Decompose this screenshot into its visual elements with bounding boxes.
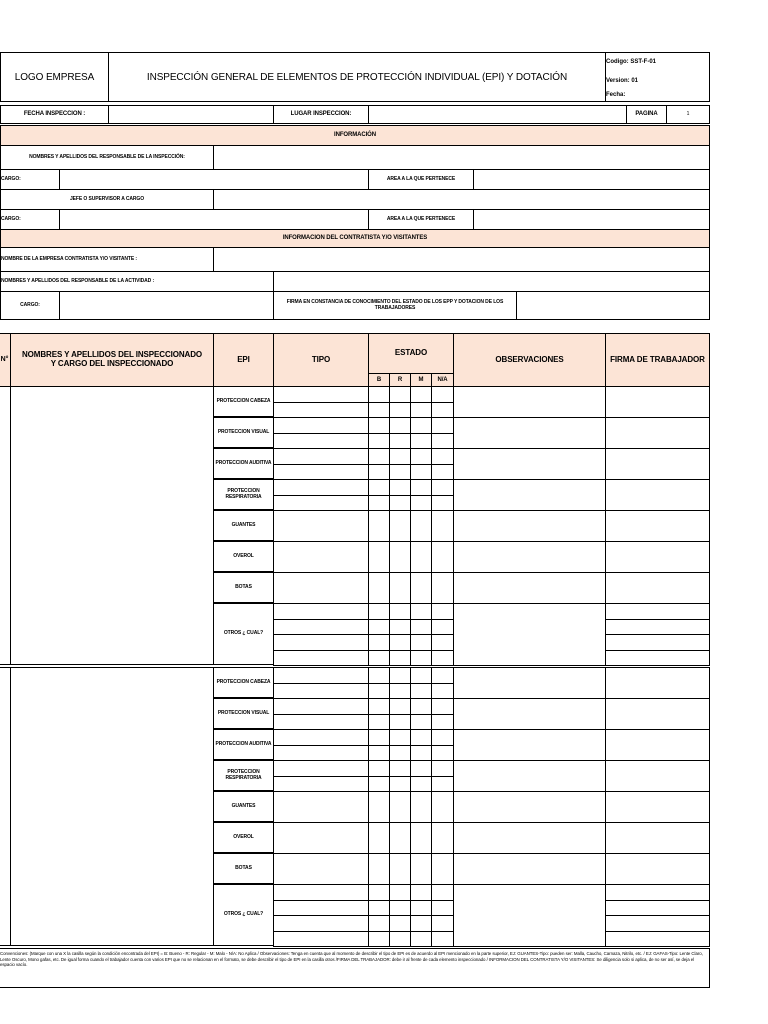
estado-na-header: N/A — [431, 373, 454, 387]
estado-na-checkbox[interactable] — [431, 776, 454, 793]
firma-trabajador-input[interactable] — [605, 619, 710, 636]
estado-b-checkbox[interactable] — [368, 619, 390, 636]
epi-item-cell — [213, 884, 274, 946]
tipo-input[interactable] — [273, 760, 369, 777]
estado-r-checkbox[interactable] — [389, 853, 411, 885]
estado-na-checkbox[interactable] — [431, 853, 454, 885]
jefe-label-cell: JEFE O SUPERVISOR A CARGO — [0, 189, 214, 210]
tipo-input[interactable] — [273, 634, 369, 651]
observaciones-input[interactable] — [453, 698, 606, 730]
tipo-input[interactable] — [273, 650, 369, 667]
estado-na-checkbox[interactable] — [431, 448, 454, 465]
estado-na-checkbox[interactable] — [431, 464, 454, 481]
estado-r-checkbox[interactable] — [389, 386, 411, 403]
tipo-input[interactable] — [273, 433, 369, 450]
estado-m-checkbox[interactable] — [410, 572, 432, 604]
estado-r-checkbox[interactable] — [389, 931, 411, 948]
estado-na-checkbox[interactable] — [431, 479, 454, 496]
estado-r-checkbox[interactable] — [389, 714, 411, 731]
estado-b-header: B — [368, 373, 390, 387]
firma-trabajador-input[interactable] — [605, 791, 710, 823]
estado-na-checkbox[interactable] — [431, 729, 454, 746]
estado-r-checkbox[interactable] — [389, 745, 411, 762]
firma-trabajador-input[interactable] — [605, 931, 710, 948]
cargo2-input[interactable] — [59, 209, 369, 230]
estado-r-checkbox[interactable] — [389, 464, 411, 481]
epi-item-label: OTROS ¿ CUAL? — [223, 911, 264, 918]
cargo-label-cell: CARGO: — [0, 169, 60, 190]
estado-r-checkbox[interactable] — [389, 479, 411, 496]
estado-na-checkbox[interactable] — [431, 541, 454, 573]
epi-item-label: PROTECCION RESPIRATORIA — [225, 488, 262, 500]
epi-item-label: GUANTES — [231, 802, 256, 809]
estado-b-checkbox[interactable] — [368, 510, 390, 542]
estado-m-checkbox[interactable] — [410, 900, 432, 917]
observaciones-input[interactable] — [453, 479, 606, 511]
tipo-input[interactable] — [273, 386, 369, 403]
cargo2-label-cell: CARGO: — [0, 209, 60, 230]
tipo-input[interactable] — [273, 667, 369, 684]
tipo-input[interactable] — [273, 900, 369, 917]
estado-m-checkbox[interactable] — [410, 603, 432, 620]
estado-m-checkbox[interactable] — [410, 479, 432, 496]
estado-b-checkbox[interactable] — [368, 433, 390, 450]
pagina-value-cell[interactable]: 1 — [666, 105, 710, 124]
epi-item-cell — [213, 698, 274, 729]
observaciones-input[interactable] — [453, 729, 606, 761]
estado-b-checkbox[interactable] — [368, 386, 390, 403]
tipo-input[interactable] — [273, 745, 369, 762]
firma-trabajador-input[interactable] — [605, 650, 710, 667]
firma-trabajador-input[interactable] — [605, 900, 710, 917]
tipo-input[interactable] — [273, 402, 369, 419]
tipo-input[interactable] — [273, 822, 369, 854]
actividad-input[interactable] — [273, 271, 710, 292]
epi-item-label: BOTAS — [235, 864, 252, 871]
epi-item-label: PROTECCION CABEZA — [216, 397, 271, 404]
empresa-label-cell: NOMBRE DE LA EMPRESA CONTRATISTA Y/O VISITANTE : — [0, 247, 214, 272]
observaciones-input[interactable] — [453, 853, 606, 885]
estado-na-checkbox[interactable] — [431, 698, 454, 715]
tipo-input[interactable] — [273, 698, 369, 715]
observaciones-input[interactable] — [453, 386, 606, 418]
col-tipo-header: TIPO — [273, 333, 369, 387]
estado-r-checkbox[interactable] — [389, 572, 411, 604]
epi-item-cell — [213, 853, 274, 884]
observaciones-input[interactable] — [453, 822, 606, 854]
estado-m-checkbox[interactable] — [410, 698, 432, 715]
lugar-input[interactable] — [368, 105, 627, 124]
tipo-input[interactable] — [273, 495, 369, 512]
epi-item-label: PROTECCION AUDITIVA — [215, 459, 272, 466]
tipo-input[interactable] — [273, 572, 369, 604]
area-input[interactable] — [473, 169, 710, 190]
tipo-input[interactable] — [273, 776, 369, 793]
estado-na-checkbox[interactable] — [431, 900, 454, 917]
estado-r-checkbox[interactable] — [389, 900, 411, 917]
estado-m-checkbox[interactable] — [410, 729, 432, 746]
epi-item-label: PROTECCION CABEZA — [216, 678, 271, 685]
estado-m-checkbox[interactable] — [410, 760, 432, 777]
estado-b-checkbox[interactable] — [368, 402, 390, 419]
estado-na-checkbox[interactable] — [431, 822, 454, 854]
estado-na-checkbox[interactable] — [431, 683, 454, 700]
cargo-input[interactable] — [59, 169, 369, 190]
estado-b-checkbox[interactable] — [368, 603, 390, 620]
estado-na-checkbox[interactable] — [431, 603, 454, 620]
firma-trabajador-input[interactable] — [605, 667, 710, 699]
epi-item-label: OTROS ¿ CUAL? — [223, 630, 264, 637]
estado-m-checkbox[interactable] — [410, 541, 432, 573]
firma-trabajador-input[interactable] — [605, 572, 710, 604]
tipo-input[interactable] — [273, 729, 369, 746]
estado-m-checkbox[interactable] — [410, 791, 432, 823]
epi-item-cell — [213, 822, 274, 853]
firma-trabajador-input[interactable] — [605, 822, 710, 854]
inspected-name-cell[interactable] — [10, 667, 214, 946]
estado-m-checkbox[interactable] — [410, 931, 432, 948]
estado-m-checkbox[interactable] — [410, 776, 432, 793]
col-firma-header: FIRMA DE TRABAJADOR — [605, 333, 710, 387]
estado-r-header: R — [389, 373, 411, 387]
estado-b-checkbox[interactable] — [368, 650, 390, 667]
pagina-label-cell: PAGINA — [626, 105, 667, 124]
firma-trabajador-input[interactable] — [605, 634, 710, 651]
tipo-input[interactable] — [273, 714, 369, 731]
form-title: INSPECCIÓN GENERAL DE ELEMENTOS DE PROTECCIÓN INDIVIDUAL (EPI) Y DOTACIÓN — [146, 71, 568, 83]
estado-r-checkbox[interactable] — [389, 541, 411, 573]
estado-b-checkbox[interactable] — [368, 776, 390, 793]
estado-r-checkbox[interactable] — [389, 448, 411, 465]
estado-b-checkbox[interactable] — [368, 634, 390, 651]
informacion-section-header: INFORMACIÓN — [0, 125, 710, 146]
col-nombres-header: NOMBRES Y APELLIDOS DEL INSPECCIONADO Y CARGO DEL INSPECCIONADO — [10, 333, 214, 387]
estado-m-checkbox[interactable] — [410, 386, 432, 403]
contratista-cargo-label-cell: CARGO: — [0, 291, 60, 320]
estado-r-checkbox[interactable] — [389, 729, 411, 746]
estado-r-checkbox[interactable] — [389, 822, 411, 854]
tipo-input[interactable] — [273, 853, 369, 885]
epi-item-cell — [213, 572, 274, 603]
estado-na-checkbox[interactable] — [431, 915, 454, 932]
estado-na-checkbox[interactable] — [431, 386, 454, 403]
estado-m-checkbox[interactable] — [410, 822, 432, 854]
title-cell — [108, 52, 606, 102]
tipo-input[interactable] — [273, 884, 369, 901]
estado-b-checkbox[interactable] — [368, 572, 390, 604]
estado-r-checkbox[interactable] — [389, 698, 411, 715]
lugar-label-cell: LUGAR INSPECCION: — [273, 105, 369, 124]
estado-na-checkbox[interactable] — [431, 417, 454, 434]
epi-item-label: PROTECCION VISUAL — [217, 428, 270, 435]
logo-text: LOGO EMPRESA — [14, 71, 95, 83]
observaciones-input[interactable] — [453, 417, 606, 449]
col-observaciones-header: OBSERVACIONES — [453, 333, 606, 387]
firma-trabajador-input[interactable] — [605, 510, 710, 542]
tipo-input[interactable] — [273, 464, 369, 481]
estado-na-checkbox[interactable] — [431, 714, 454, 731]
responsable-label-cell: NOMBRES Y APELLIDOS DEL RESPONSABLE DE LA INSPECCIÓN: — [0, 145, 214, 170]
estado-na-checkbox[interactable] — [431, 433, 454, 450]
firma-constancia-input[interactable] — [516, 291, 710, 320]
estado-na-checkbox[interactable] — [431, 931, 454, 948]
estado-b-checkbox[interactable] — [368, 495, 390, 512]
firma-trabajador-input[interactable] — [605, 448, 710, 480]
firma-trabajador-input[interactable] — [605, 479, 710, 511]
estado-r-checkbox[interactable] — [389, 650, 411, 667]
firma-trabajador-input[interactable] — [605, 853, 710, 885]
observaciones-input[interactable] — [453, 541, 606, 573]
epi-item-label: GUANTES — [231, 521, 256, 528]
firma-trabajador-input[interactable] — [605, 698, 710, 730]
estado-m-checkbox[interactable] — [410, 433, 432, 450]
firma-trabajador-input[interactable] — [605, 541, 710, 573]
epi-item-cell — [213, 448, 274, 479]
estado-r-checkbox[interactable] — [389, 683, 411, 700]
area2-label-cell: AREA A LA QUE PERTENECE — [368, 209, 474, 230]
estado-r-checkbox[interactable] — [389, 619, 411, 636]
estado-m-checkbox[interactable] — [410, 650, 432, 667]
estado-b-checkbox[interactable] — [368, 729, 390, 746]
firma-trabajador-input[interactable] — [605, 603, 710, 620]
firma-trabajador-input[interactable] — [605, 915, 710, 932]
estado-m-checkbox[interactable] — [410, 510, 432, 542]
observaciones-input[interactable] — [453, 884, 606, 947]
estado-r-checkbox[interactable] — [389, 667, 411, 684]
estado-m-checkbox[interactable] — [410, 915, 432, 932]
observaciones-input[interactable] — [453, 510, 606, 542]
col-num-header: N° — [0, 333, 11, 387]
observaciones-input[interactable] — [453, 791, 606, 823]
estado-na-checkbox[interactable] — [431, 572, 454, 604]
estado-b-checkbox[interactable] — [368, 884, 390, 901]
jefe-input[interactable] — [213, 189, 710, 210]
estado-b-checkbox[interactable] — [368, 683, 390, 700]
firma-trabajador-input[interactable] — [605, 417, 710, 449]
estado-r-checkbox[interactable] — [389, 884, 411, 901]
firma-trabajador-input[interactable] — [605, 729, 710, 761]
estado-b-checkbox[interactable] — [368, 541, 390, 573]
epi-item-cell — [213, 729, 274, 760]
estado-b-checkbox[interactable] — [368, 760, 390, 777]
observaciones-input[interactable] — [453, 572, 606, 604]
estado-r-checkbox[interactable] — [389, 510, 411, 542]
tipo-input[interactable] — [273, 791, 369, 823]
estado-b-checkbox[interactable] — [368, 900, 390, 917]
estado-b-checkbox[interactable] — [368, 822, 390, 854]
estado-r-checkbox[interactable] — [389, 402, 411, 419]
actividad-label-cell: NOMBRES Y APELLIDOS DEL RESPONSABLE DE LA ACTIVIDAD : — [0, 271, 274, 292]
contratista-cargo-input[interactable] — [59, 291, 274, 320]
tipo-input[interactable] — [273, 619, 369, 636]
epi-item-cell — [213, 603, 274, 665]
estado-m-checkbox[interactable] — [410, 884, 432, 901]
estado-b-checkbox[interactable] — [368, 791, 390, 823]
estado-na-checkbox[interactable] — [431, 634, 454, 651]
estado-r-checkbox[interactable] — [389, 417, 411, 434]
estado-r-checkbox[interactable] — [389, 495, 411, 512]
estado-m-checkbox[interactable] — [410, 402, 432, 419]
contratista-section-header: INFORMACION DEL CONTRATISTA Y/O VISITANTES — [0, 229, 710, 248]
estado-na-checkbox[interactable] — [431, 402, 454, 419]
estado-na-checkbox[interactable] — [431, 619, 454, 636]
estado-b-checkbox[interactable] — [368, 417, 390, 434]
version-text: Version: 01 — [606, 78, 639, 84]
estado-m-checkbox[interactable] — [410, 667, 432, 684]
tipo-input[interactable] — [273, 915, 369, 932]
estado-b-checkbox[interactable] — [368, 915, 390, 932]
estado-na-checkbox[interactable] — [431, 760, 454, 777]
estado-b-checkbox[interactable] — [368, 853, 390, 885]
tipo-input[interactable] — [273, 448, 369, 465]
estado-m-checkbox[interactable] — [410, 683, 432, 700]
estado-m-checkbox[interactable] — [410, 714, 432, 731]
estado-r-checkbox[interactable] — [389, 603, 411, 620]
estado-m-checkbox[interactable] — [410, 634, 432, 651]
epi-item-cell — [213, 760, 274, 791]
estado-na-checkbox[interactable] — [431, 650, 454, 667]
logo-cell — [0, 52, 109, 102]
col-epi-header: EPI — [213, 333, 274, 387]
epi-item-label: PROTECCION RESPIRATORIA — [225, 769, 262, 781]
estado-r-checkbox[interactable] — [389, 634, 411, 651]
estado-na-checkbox[interactable] — [431, 495, 454, 512]
tipo-input[interactable] — [273, 541, 369, 573]
tipo-input[interactable] — [273, 683, 369, 700]
estado-na-checkbox[interactable] — [431, 884, 454, 901]
fecha-meta-text: Fecha: — [606, 92, 626, 98]
epi-item-label: PROTECCION VISUAL — [217, 709, 270, 716]
tipo-input[interactable] — [273, 417, 369, 434]
estado-m-checkbox[interactable] — [410, 853, 432, 885]
epi-item-cell — [213, 386, 274, 417]
area2-input[interactable] — [473, 209, 710, 230]
estado-m-header: M — [410, 373, 432, 387]
firma-trabajador-input[interactable] — [605, 760, 710, 792]
area-label-cell: AREA A LA QUE PERTENECE — [368, 169, 474, 190]
estado-b-checkbox[interactable] — [368, 698, 390, 715]
estado-na-checkbox[interactable] — [431, 745, 454, 762]
firma-constancia-label-cell: FIRMA EN CONSTANCIA DE CONOCIMIENTO DEL ESTADO DE LOS EPP Y DOTACION DE LOS TRABAJADORES — [273, 291, 517, 320]
tipo-input[interactable] — [273, 510, 369, 542]
estado-b-checkbox[interactable] — [368, 931, 390, 948]
epi-item-cell — [213, 417, 274, 448]
fecha-input[interactable] — [108, 105, 274, 124]
tipo-input[interactable] — [273, 479, 369, 496]
estado-m-checkbox[interactable] — [410, 448, 432, 465]
inspected-name-cell[interactable] — [10, 386, 214, 665]
estado-r-checkbox[interactable] — [389, 915, 411, 932]
epi-item-cell — [213, 510, 274, 541]
epi-item-cell — [213, 541, 274, 572]
estado-m-checkbox[interactable] — [410, 495, 432, 512]
epi-item-label: OVEROL — [233, 552, 254, 559]
estado-na-checkbox[interactable] — [431, 791, 454, 823]
observaciones-input[interactable] — [453, 603, 606, 666]
firma-trabajador-input[interactable] — [605, 884, 710, 901]
fecha-label-cell: FECHA INSPECCION : — [0, 105, 109, 124]
observaciones-input[interactable] — [453, 760, 606, 792]
estado-na-checkbox[interactable] — [431, 510, 454, 542]
estado-b-checkbox[interactable] — [368, 464, 390, 481]
epi-item-cell — [213, 479, 274, 510]
observaciones-input[interactable] — [453, 667, 606, 699]
epi-item-cell — [213, 667, 274, 698]
estado-m-checkbox[interactable] — [410, 417, 432, 434]
col-estado-header: ESTADO — [368, 333, 454, 374]
responsable-input[interactable] — [213, 145, 710, 170]
epi-item-label: PROTECCION AUDITIVA — [215, 740, 272, 747]
estado-r-checkbox[interactable] — [389, 776, 411, 793]
estado-r-checkbox[interactable] — [389, 760, 411, 777]
estado-b-checkbox[interactable] — [368, 667, 390, 684]
estado-b-checkbox[interactable] — [368, 448, 390, 465]
estado-r-checkbox[interactable] — [389, 433, 411, 450]
estado-m-checkbox[interactable] — [410, 464, 432, 481]
firma-trabajador-input[interactable] — [605, 386, 710, 418]
estado-r-checkbox[interactable] — [389, 791, 411, 823]
estado-b-checkbox[interactable] — [368, 479, 390, 496]
estado-m-checkbox[interactable] — [410, 745, 432, 762]
estado-b-checkbox[interactable] — [368, 745, 390, 762]
codigo-text: Codigo: SST-F-01 — [606, 59, 656, 65]
epi-item-label: OVEROL — [233, 833, 254, 840]
estado-m-checkbox[interactable] — [410, 619, 432, 636]
epi-item-label: BOTAS — [235, 583, 252, 590]
tipo-input[interactable] — [273, 931, 369, 948]
estado-b-checkbox[interactable] — [368, 714, 390, 731]
epi-item-cell — [213, 791, 274, 822]
observaciones-input[interactable] — [453, 448, 606, 480]
conventions-text: Convenciones: (Marque con una X la casilla según la condición encontrada del EPI) = B: Bueno - R: Regular - M: Malo - N/A: No Aplica / Observaciones: Tenga en cuenta que al momento de describir el tipo de EPI es de acuerdo al EPI mencionado en la parte superior, EJ: GUANTES-Tipo: pueden ser: Malla, Caucho, Carnaza, Nitrilo, etc. / EJ: GAFAS-Tipo: Lente Claro, Lente Oscuro, Mono gafas, etc. De igual forma cuando el trabajador cuenta con varios EPI que no se relacionan en el formato, se debe describir el tipo de EPI en la casilla otros /FIRMA DEL TRABAJADOR: debe ir al frente de cada elemento inspeccionado / INFORMACION DEL CONTRATISTA Y/O VISITANTES: Se diligencia solo si aplica, de no ser así, se deja el espacio vacío. — [0, 951, 703, 968]
estado-na-checkbox[interactable] — [431, 667, 454, 684]
empresa-input[interactable] — [213, 247, 710, 272]
tipo-input[interactable] — [273, 603, 369, 620]
